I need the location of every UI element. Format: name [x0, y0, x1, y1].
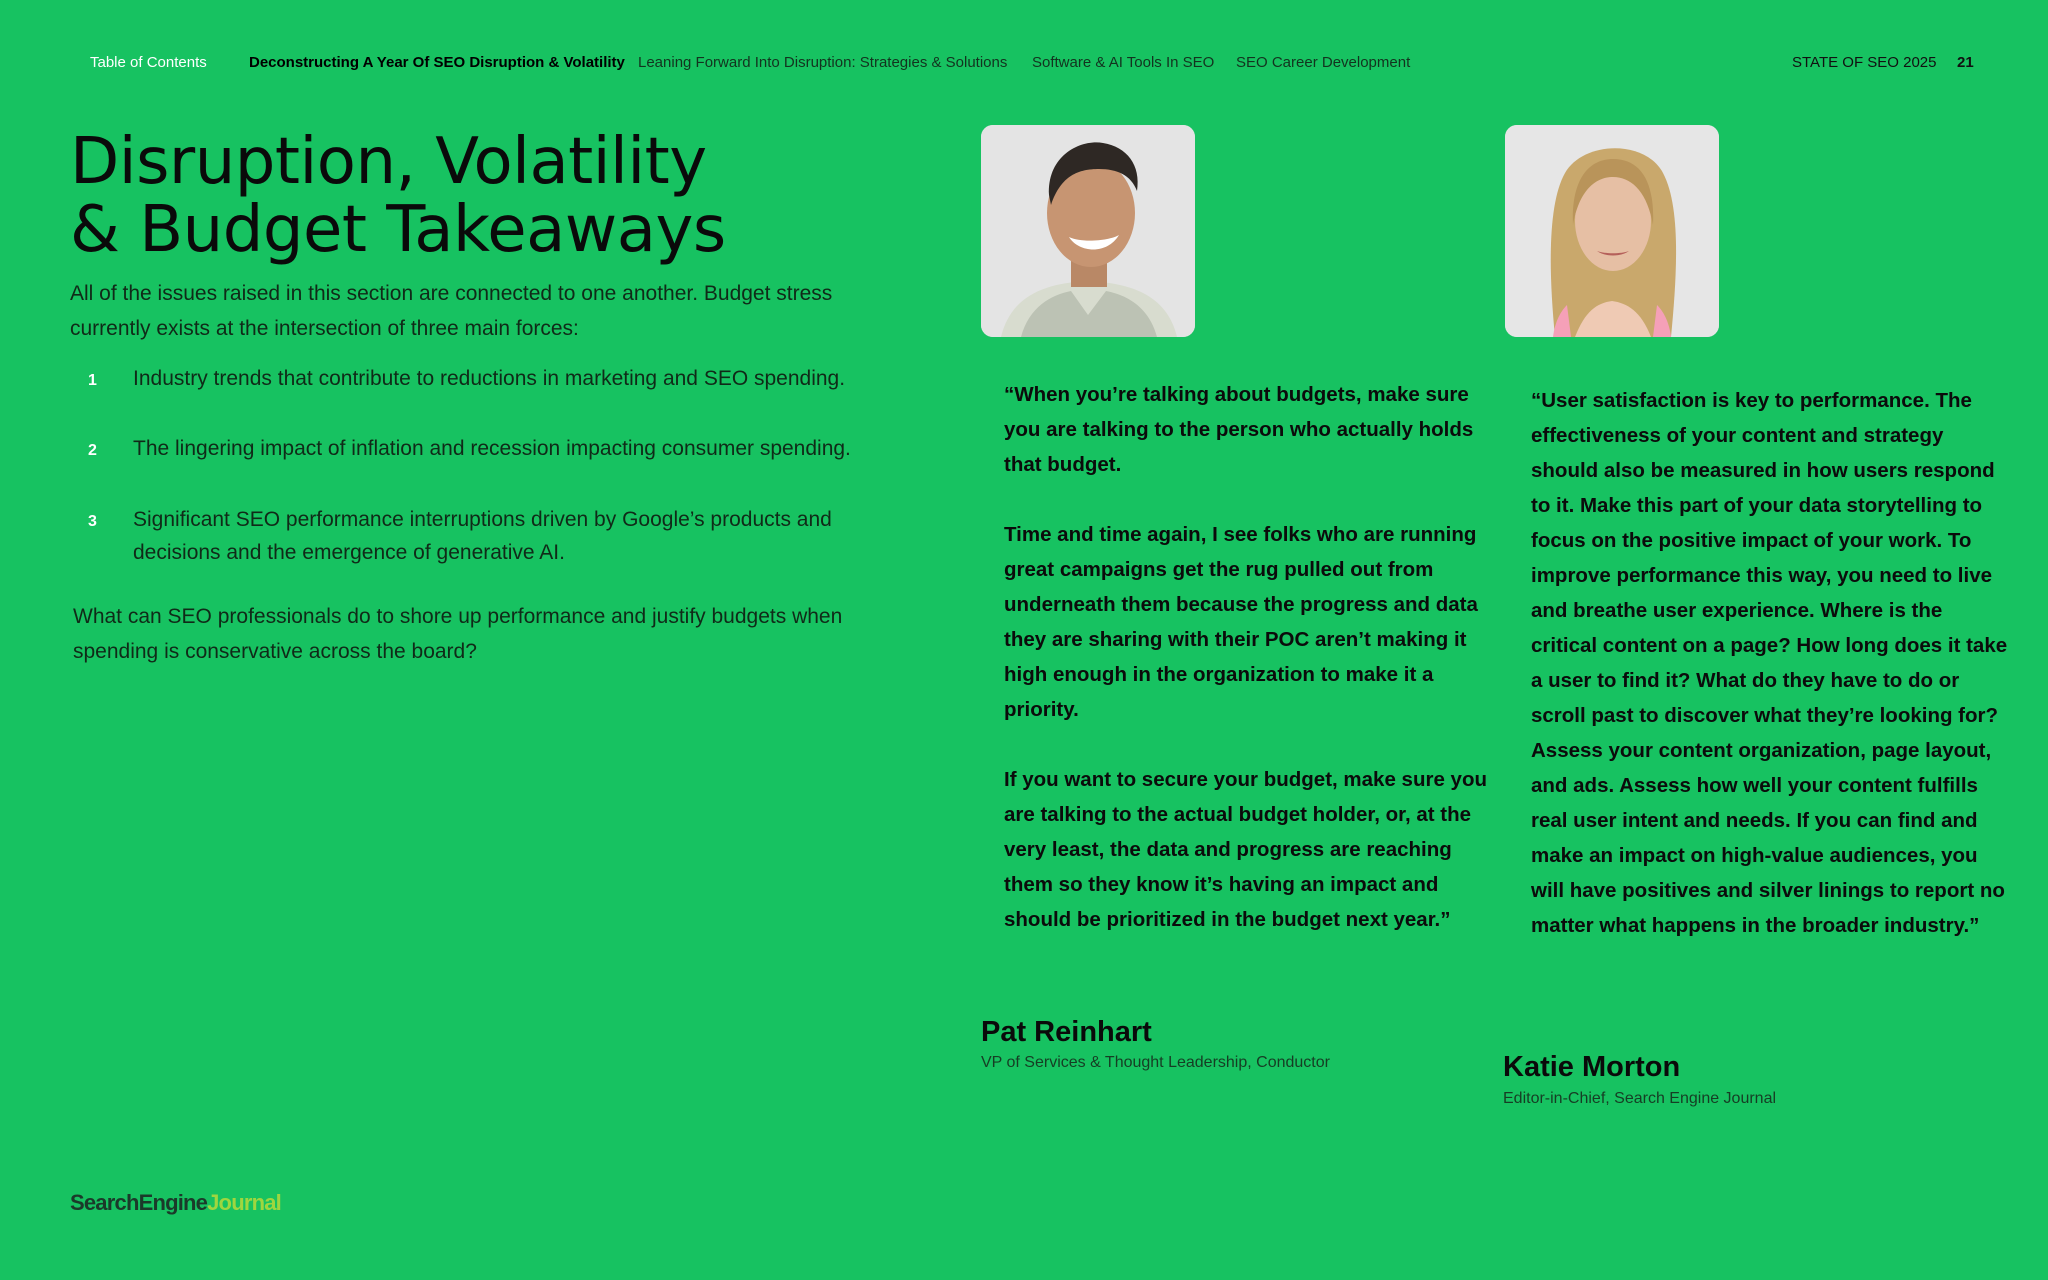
list-item-number: 3: [88, 513, 97, 530]
author-role: VP of Services & Thought Leadership, Conductor: [981, 1054, 1330, 1071]
nav-section-software-ai-tools[interactable]: Software & AI Tools In SEO: [1032, 54, 1215, 71]
nav-section-strategies-solutions[interactable]: Leaning Forward Into Disruption: Strategies & Solutions: [638, 54, 1008, 71]
forces-list: [70, 362, 900, 569]
avatar: [981, 125, 1195, 337]
list-item-number: 2: [88, 442, 97, 459]
list-item: [70, 503, 900, 569]
nav-section-disruption-volatility[interactable]: Deconstructing A Year Of SEO Disruption & Volatility: [249, 54, 625, 71]
portrait-woman-image: [1505, 125, 1719, 337]
list-item: [70, 362, 900, 395]
nav-section-career-development[interactable]: SEO Career Development: [1236, 54, 1411, 71]
search-engine-journal-logo: [70, 1190, 281, 1216]
author-name: Pat Reinhart: [981, 1016, 1152, 1048]
author-role: Editor-in-Chief, Search Engine Journal: [1503, 1090, 1777, 1107]
quote-paragraph: Time and time again, I see folks who are running great campaigns get the rug pulled out from underneath them because the progress and data they are sharing with their POC aren’t making it high enough in the organization to make it a priority.: [1004, 523, 1478, 721]
quote-katie-morton: [1531, 383, 2011, 943]
quote-paragraph: If you want to secure your budget, make sure you are talking to the actual budget holder, or, at the very least, the data and progress are reaching them so they know it’s having an impact and should be prioritized in the budget next year.”: [1004, 768, 1487, 931]
list-item-text: Industry trends that contribute to reductions in marketing and SEO spending.: [133, 367, 846, 390]
quote-paragraph: “When you’re talking about budgets, make sure you are talking to the person who actually holds that budget.: [1004, 383, 1474, 476]
quote-paragraph: “User satisfaction is key to performance. The effectiveness of your content and strategy should also be measured in how users respond to it. Make this part of your data storytelling to focus on the positive impact of your work. To improve performance this way, you need to live and breathe user experience. Where is the critical content on a page? How long does it take a user to find it? What do they have to do or scroll past to discover what they’re looking for? Assess your content organization, page layout, and ads. Assess how well your content fulfills real user intent and needs. If you can find and make an impact on high-value audiences, you will have positives and silver linings to report no matter what happens in the broader industry.”: [1531, 389, 2008, 937]
logo-text-primary: SearchEngine: [70, 1190, 208, 1215]
top-navigation: [0, 0, 2048, 124]
list-item-text: The lingering impact of inflation and recession impacting consumer spending.: [133, 437, 851, 460]
report-title: STATE OF SEO 2025: [1792, 54, 1937, 71]
logo-text-secondary: Journal: [207, 1190, 281, 1215]
author-name: Katie Morton: [1503, 1051, 1681, 1083]
quote-pat-reinhart: [1004, 377, 1494, 937]
portrait-man-image: [981, 125, 1195, 337]
page-number: 21: [1957, 54, 1974, 71]
avatar: [1505, 125, 1719, 337]
list-item-text: Significant SEO performance interruptions driven by Google’s products and decisions and the emergence of generative AI.: [133, 508, 832, 564]
page-title-line-2: & Budget Takeaways: [70, 193, 726, 267]
list-item-number: 1: [88, 372, 97, 389]
closing-question: What can SEO professionals do to shore up performance and justify budgets when spending is conservative across the board?: [73, 605, 843, 663]
page-title-line-1: Disruption, Volatility: [70, 125, 707, 199]
intro-paragraph: All of the issues raised in this section are connected to one another. Budget stress currently exists at the intersection of three main forces:: [70, 282, 833, 340]
page-title: [70, 125, 900, 267]
nav-table-of-contents[interactable]: Table of Contents: [90, 54, 207, 71]
list-item: [70, 432, 900, 465]
takeaways-section: [70, 125, 900, 669]
